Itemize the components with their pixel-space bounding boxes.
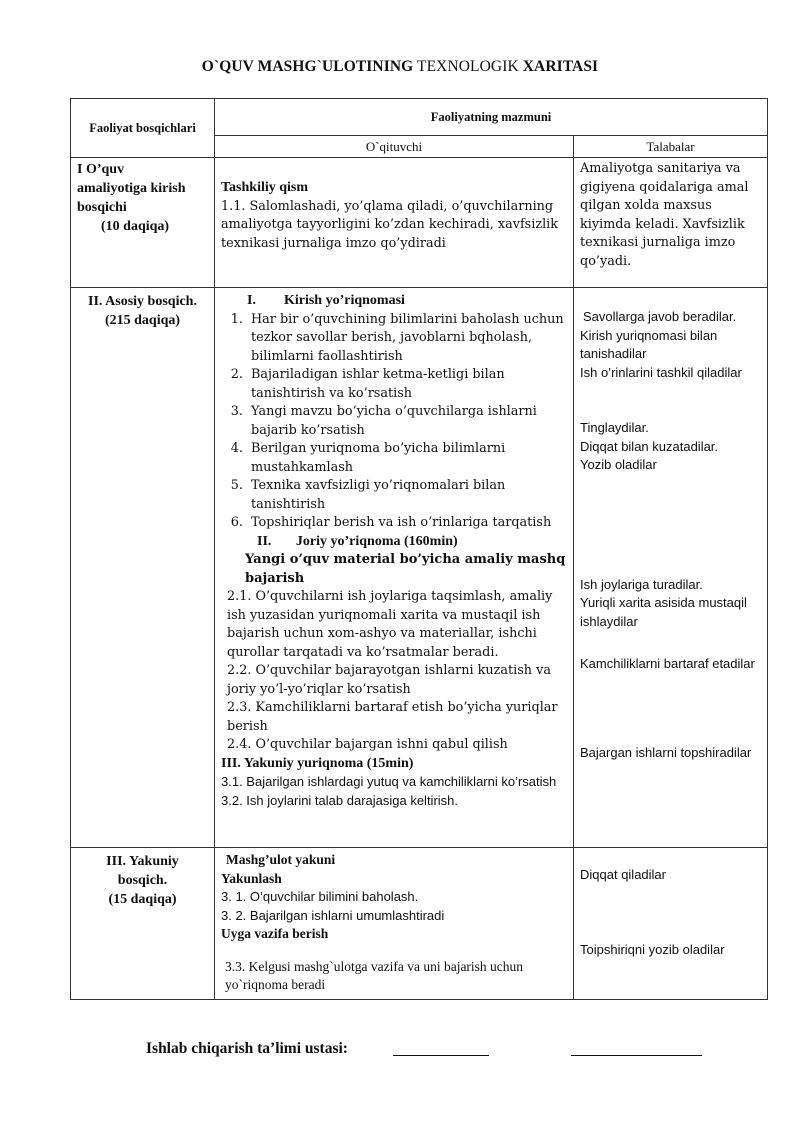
- current-item: 2.4. O’quvchilar bajargan ishni qabul qilish: [227, 737, 508, 752]
- stage-2-students: [574, 288, 768, 848]
- student-action: Yozib oladilar: [580, 457, 657, 472]
- stage-2-name: II. Asosiy bosqich.: [88, 294, 197, 309]
- stage-1-students-text: Amaliyotga sanitariya va gigiyena qoidalariga amal qilgan xolda maxsus kiyimda keladi. Xavfsizlik texnikasi jurnaliga imzo qo’yadi.: [580, 161, 749, 269]
- student-action: Diqqat qiladilar: [580, 867, 666, 882]
- student-action: Bajargan ishlarni topshiradilar: [580, 744, 752, 760]
- stage-1-name-2: amaliyotiga kirish: [77, 181, 186, 196]
- stage-3-students: [574, 848, 768, 1000]
- final-instruction-title: III. Yakuniy yuriqnoma (15min): [221, 755, 414, 771]
- title-part-3: XARITASI: [522, 58, 599, 75]
- stage-2-teacher: [215, 288, 574, 848]
- header-content: Faoliyatning mazmuni: [215, 99, 768, 136]
- stage-3-name-2: bosqich.: [117, 873, 168, 888]
- student-action: Toipshiriqni yozib oladilar: [580, 941, 725, 957]
- stage-2-time: (215 daqiqa): [104, 313, 181, 328]
- stage-1-teacher-title: Tashkiliy qism: [221, 180, 309, 195]
- stage-2-cell: [71, 288, 215, 848]
- current-item: 2.3. Kamchiliklarni bartaraf etish bo’yicha yuriqlar berish: [227, 700, 558, 734]
- stage-1-teacher: [215, 158, 574, 288]
- stage-3-time: (15 daqiqa): [108, 892, 177, 907]
- intro-instruction-list: [221, 311, 567, 533]
- student-action: Yuriqli xarita asisida mustaqil ishlaydilar: [580, 595, 747, 629]
- technology-map-table: [70, 98, 768, 1000]
- student-action: Kamchiliklarni bartaraf etadilar: [580, 656, 755, 671]
- stage-3-teacher: [215, 848, 574, 1000]
- document-title: [0, 58, 800, 76]
- current-item: 2.2. O’quvchilar bajarayotgan ishlarni kuzatish va joriy yo’l-yo’riqlar ko’rsatish: [227, 663, 551, 697]
- final-item: 3.2. Ish joylarini talab darajasiga keltirish.: [221, 792, 459, 808]
- stage-1-name: I O’quv: [77, 162, 125, 177]
- current-item: 2.1. O’quvchilarni ish joylariga taqsimlash, amaliy ish yuzasidan yuriqnomali xarita va mustaqil ish bajarish uchun xom-ashyo va materiallar, ishchi qurollar tarqatadi va ko’rsatmalar beradi.: [227, 589, 553, 660]
- homework-title: Uyga vazifa berish: [221, 926, 329, 941]
- stage-1-time: (10 daqiqa): [101, 219, 170, 234]
- list-item: 4. Berilgan yuriqnoma bo’yicha bilimlarni mustahkamlash: [247, 440, 567, 477]
- stage-1-teacher-text: 1.1. Salomlashadi, yo’qlama qiladi, o’quvchilarning amaliyotga tayyorligini ko’zdan kechiradi, xavfsizlik texnikasi jurnaliga imzo qo’ydiradi: [221, 198, 559, 251]
- lesson-end-title: Mashg’ulot yakuni: [226, 852, 336, 867]
- stage-1-students: [574, 158, 768, 288]
- summary-item: 3. 2. Bajarilgan ishlarni umumlashtiradi: [221, 907, 445, 923]
- title-part-1: O`QUV MASHG`ULOTINING: [201, 58, 414, 75]
- homework-item: 3.3. Kelgusi mashg`ulotga vazifa va uni bajarish uchun yo`riqnoma beradi: [225, 958, 524, 992]
- list-item: 1. Har bir o’quvchining bilimlarini baholash uchun tezkor savollar berish, javoblarni bqholash, bilimlarni faollashtirish: [247, 311, 567, 367]
- list-item: 5. Texnika xavfsizligi yo’riqnomalari bilan tanishtirish: [247, 477, 567, 514]
- student-action: Ish o’rinlarini tashkil qiladilar: [580, 364, 742, 380]
- stage-1-cell: [71, 158, 215, 288]
- stage-1-name-3: bosqichi: [77, 200, 127, 215]
- summary-title: Yakunlash: [221, 870, 282, 886]
- header-students: Talabalar: [574, 136, 768, 158]
- stage-3-cell: [71, 848, 215, 1000]
- list-item: 6. Topshiriqlar berish va ish o’rinlariga tarqatish: [247, 514, 567, 533]
- header-teacher: O`qituvchi: [215, 136, 574, 158]
- student-action: Tinglaydilar.: [580, 420, 649, 435]
- list-item: 2. Bajariladigan ishlar ketma-ketligi bilan tanishtirish va ko’rsatish: [247, 366, 567, 403]
- final-item: 3.1. Bajarilgan ishlardagi yutuq va kamchiliklarni ko’rsatish: [221, 774, 557, 789]
- student-action: Diqqat bilan kuzatadilar.: [580, 438, 719, 454]
- current-instruction-subtitle: Yangi o’quv material bo’yicha amaliy mashq bajarish: [245, 552, 566, 586]
- signature-line-1: [393, 1055, 489, 1056]
- student-action: Savollarga javob beradilar.: [583, 309, 737, 324]
- footer-signature-label: Ishlab chiqarish ta’limi ustasi:: [146, 1040, 348, 1057]
- student-action: Ish joylariga turadilar.: [580, 576, 703, 592]
- title-part-2: TEXNOLOGIK: [417, 58, 519, 75]
- header-stages: Faoliyat bosqichlari: [71, 99, 215, 158]
- current-instruction-title: II. Joriy yo’riqnoma (160min): [257, 533, 458, 549]
- intro-instruction-title: I. Kirish yo’riqnomasi: [247, 293, 405, 308]
- summary-item: 3. 1. O’quvchilar bilimini baholash.: [221, 889, 419, 904]
- student-action: Kirish yuriqnomasi bilan tanishadilar: [580, 327, 718, 361]
- list-item: 3. Yangi mavzu bo’yicha o’quvchilarga ishlarni bajarib ko’rsatish: [247, 403, 567, 440]
- signature-line-2: [571, 1055, 702, 1056]
- stage-3-name: III. Yakuniy: [106, 854, 179, 869]
